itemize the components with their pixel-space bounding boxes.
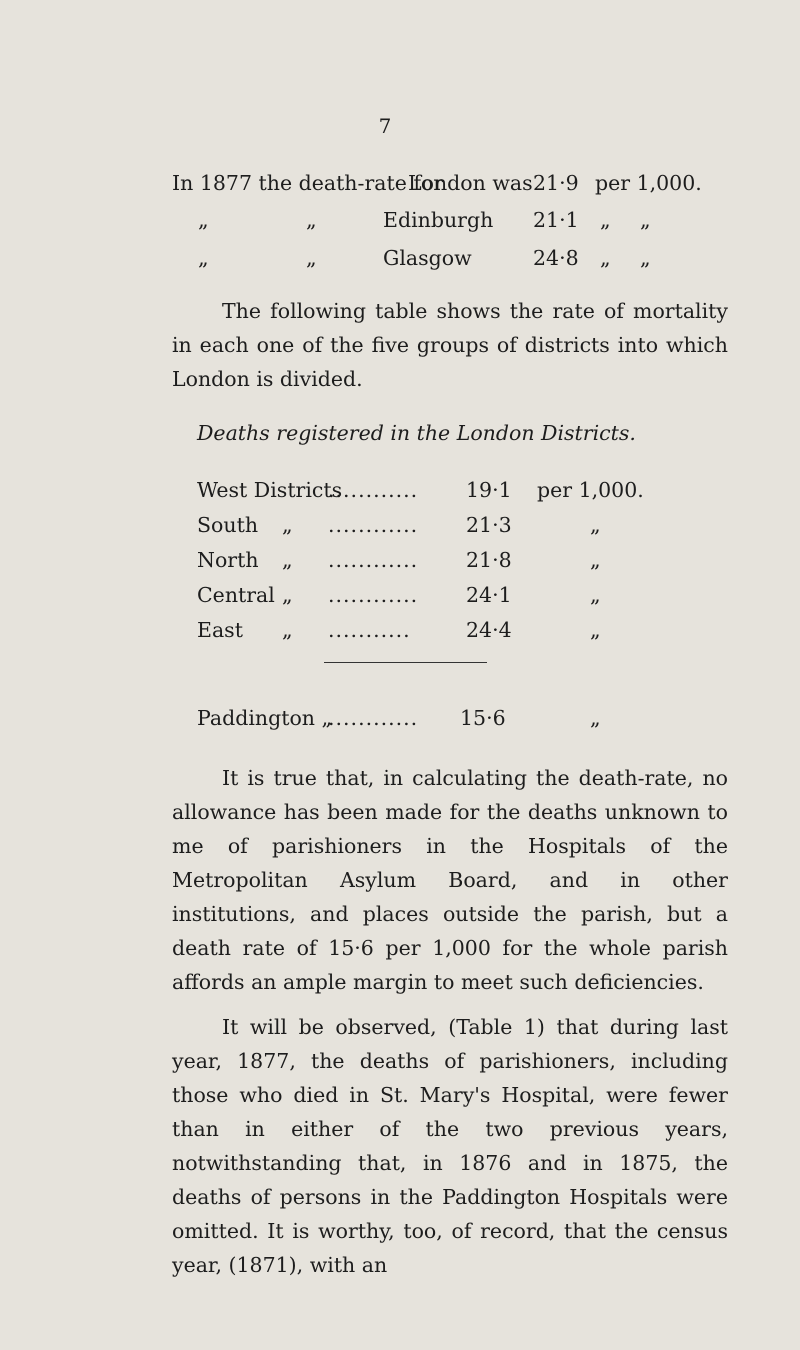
district-unit: „ [590,618,601,642]
paddington-rate: 15·6 [460,706,506,730]
intro-line-2-rate: 21·1 [533,208,579,232]
page-number: 7 [378,114,392,138]
district-unit: per 1,000. [537,478,644,502]
intro-line-3-rate: 24·8 [533,246,579,270]
paragraph-3-container [172,1010,728,1282]
district-ditto: „ [282,513,293,537]
intro-line-2-city: Edinburgh [383,208,494,232]
leader-dots: ............ [328,706,419,730]
intro-line-3-city: Glasgow [383,246,472,270]
paddington-name: Paddington „ [197,706,333,730]
intro-line-2-ditto-b: „ [306,208,317,232]
intro-line-2-ditto-a: „ [198,208,209,232]
intro-line-2-ditto-d: „ [640,208,651,232]
paragraph-2: It is true that, in calculating the death-rate, no allowance has been made for the deaths unknown to me of parishioners in the Hospitals of the Metropolitan Asylum Board, and in other institutions, and places outside the parish, but a death rate of 15·6 per 1,000 for the whole parish affords an ample margin to meet such deficiencies. [172,766,728,994]
district-ditto: „ [282,548,293,572]
leader-dots: ............ [328,478,419,502]
leader-dots: ........... [328,618,411,642]
intro-line-1-prefix: In 1877 the death-rate for [172,171,444,195]
district-name: West Districts [197,478,343,502]
district-rate: 19·1 [466,478,512,502]
paddington-unit: „ [590,706,601,730]
leader-dots: ............ [328,548,419,572]
table-heading: Deaths registered in the London Districts. [197,421,636,445]
paragraph-1-container [172,294,728,396]
intro-line-1-rate: 21·9 [533,171,579,195]
district-name: East [197,618,243,642]
district-ditto: „ [282,583,293,607]
intro-line-2-ditto-c: „ [600,208,611,232]
intro-line-3-ditto-a: „ [198,246,209,270]
intro-line-1-city: London was [408,171,533,195]
district-unit: „ [590,548,601,572]
district-unit: „ [590,583,601,607]
district-rate: 21·8 [466,548,512,572]
district-unit: „ [590,513,601,537]
district-ditto: „ [282,618,293,642]
table-divider-rule [324,662,487,663]
district-name: North [197,548,259,572]
intro-line-3-ditto-c: „ [600,246,611,270]
intro-line-3-ditto-b: „ [306,246,317,270]
leader-dots: ............ [328,513,419,537]
paragraph-1: The following table shows the rate of mortality in each one of the five groups of districts into which London is divided. [172,299,728,391]
intro-line-3-ditto-d: „ [640,246,651,270]
leader-dots: ............ [328,583,419,607]
district-rate: 21·3 [466,513,512,537]
paragraph-2-container [172,761,728,999]
district-rate: 24·4 [466,618,512,642]
district-rate: 24·1 [466,583,512,607]
paragraph-3: It will be observed, (Table 1) that during last year, 1877, the deaths of parishioners, including those who died in St. Mary's Hospital, were fewer than in either of the two previous years, notwithstanding that, in 1876 and in 1875, the deaths of persons in the Paddington Hospitals were omitted. It is worthy, too, of record, that the census year, (1871), with an [172,1015,728,1277]
district-name: South [197,513,259,537]
intro-line-1-unit: per 1,000. [595,171,702,195]
district-name: Central [197,583,275,607]
